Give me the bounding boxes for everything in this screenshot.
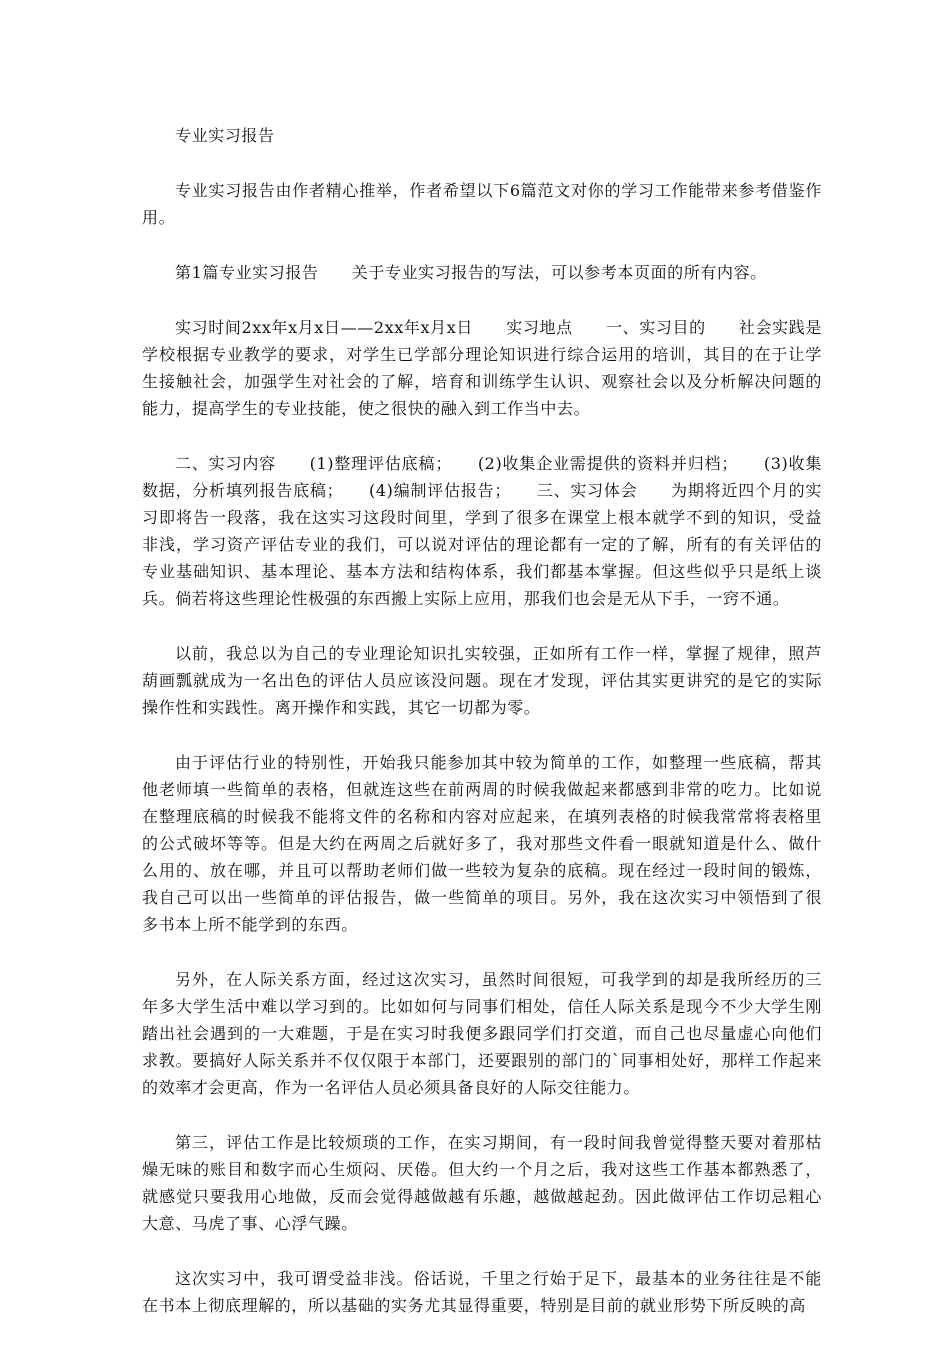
paragraph-intro: 专业实习报告由作者精心推举，作者希望以下6篇范文对你的学习工作能带来参考借鉴作用。 — [142, 181, 822, 227]
paragraph-third: 第三，评估工作是比较烦琐的工作，在实习期间，有一段时间我曾觉得整天要对着那枯燥无味的账目和数字而心生烦闷、厌倦。但大约一个月之后，我对这些工作基本都熟悉了，就感觉只要我用心地做，反而会觉得越做越有乐趣，越做越起劲。因此做评估工作切忌粗心大意、马虎了事、心浮气躁。 — [142, 1133, 822, 1233]
paragraph-interpersonal: 另外，在人际关系方面，经过这次实习，虽然时间很短，可我学到的却是我所经历的三年多大学生活中难以学习到的。比如如何与同事们相处，信任人际关系是现今不少大学生刚踏出社会遇到的一大难题，于是在实习时我便多跟同学们打交道，而自己也尽量虚心向他们求教。要搞好人际关系并不仅仅限于本部门，还要跟别的部门的`同事相处好，那样工作起来的效率才会更高，作为一名评估人员必须具备良好的人际交往能力。 — [142, 970, 822, 1097]
paragraph-previously: 以前，我总以为自己的专业理论知识扎实较强，正如所有工作一样，掌握了规律，照芦葫画瓢就成为一名出色的评估人员应该没问题。现在才发现，评估其实更讲究的是它的实际操作性和实践性。离开操作和实践，其它一切都为零。 — [142, 644, 822, 717]
document-title: 专业实习报告 — [175, 126, 275, 145]
paragraph-article-1-heading: 第1篇专业实习报告 关于专业实习报告的写法，可以参考本页面的所有内容。 — [175, 263, 767, 282]
document-body — [142, 122, 822, 1347]
paragraph-industry-specifics: 由于评估行业的特别性，开始我只能参加其中较为简单的工作，如整理一些底稿，帮其他老师填一些简单的表格，但就连这些在前两周的时候我做起来都感到非常的吃力。比如说在整理底稿的时候我不能将文件的名称和内容对应起来，在填列表格的时候我常常将表格里的公式破坏等等。但是大约在两周之后就好多了，我对那些文件看一眼就知道是什么、做什么用的、放在哪，并且可以帮助老师们做一些较为复杂的底稿。现在经过一段时间的锻炼，我自己可以出一些简单的评估报告，做一些简单的项目。另外，我在这次实习中领悟到了很多书本上所不能学到的东西。 — [142, 753, 822, 934]
paragraph-benefit: 这次实习中，我可谓受益非浅。俗话说，千里之行始于足下，最基本的业务往往是不能在书本上彻底理解的，所以基础的实务尤其显得重要，特别是目前的就业形势下所反映的高 — [142, 1269, 822, 1315]
paragraph-internship-content: 二、实习内容 (1)整理评估底稿； (2)收集企业需提供的资料并归档； (3)收集数据，分析填列报告底稿； (4)编制评估报告； 三、实习体会 为期将近四个月的实习即将告一段落，我在这实习这段时间里，学到了很多在课堂上根本就学不到的知识，受益非浅，学习资产评估专业的我们，可以说对评估的理论都有一定的了解，所有的有关评估的专业基础知识、基本理论、基本方法和结构体系，我们都基本掌握。但这些似乎只是纸上谈兵。倘若将这些理论性极强的东西搬上实际上应用，那我们也会是无从下手，一窍不通。 — [142, 454, 822, 608]
paragraph-internship-time: 实习时间2xx年x月x日——2xx年x月x日 实习地点 一、实习目的 社会实践是学校根据专业教学的要求，对学生已学部分理论知识进行综合运用的培训，其目的在于让学生接触社会，加强学生对社会的了解，培育和训练学生认识、观察社会以及分析解决问题的能力，提高学生的专业技能，使之很快的融入到工作当中去。 — [142, 318, 822, 418]
